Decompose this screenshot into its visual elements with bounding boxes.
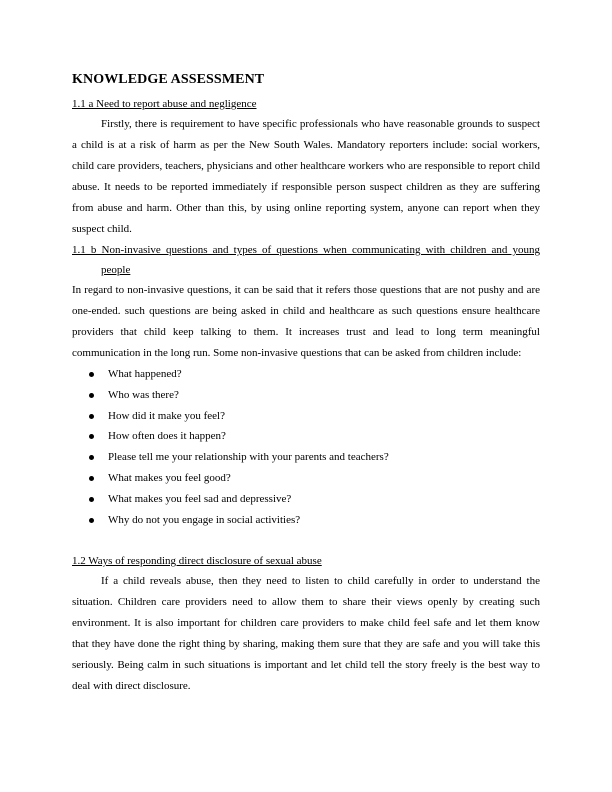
bullet-icon <box>89 414 94 419</box>
bullet-icon <box>89 476 94 481</box>
list-item <box>72 406 540 427</box>
section-1-2-paragraph: If a child reveals abuse, then they need to listen to child carefully in order to understand the situation. Children care providers need to allow them to share their views openly by creating such environment. It is also important for children care providers to make child feel safe and let them know that they have done the right thing by sharing, making them sure that they are safe and you will take this seriously. Being calm in such situations is important and let child tell the story freely is the best way to deal with direct disclosure. <box>72 575 540 693</box>
question-list <box>72 364 540 530</box>
question-text: What makes you feel sad and depressive? <box>108 492 292 505</box>
question-text: How did it make you feel? <box>108 409 225 422</box>
bullet-icon <box>89 372 94 377</box>
question-text: Please tell me your relationship with your parents and teachers? <box>108 451 389 464</box>
list-item <box>72 385 540 406</box>
section-1-1b-heading: 1.1 b Non-invasive questions and types of questions when communicating with children and young people <box>72 244 540 276</box>
section-spacer <box>72 530 540 551</box>
list-item <box>72 489 540 510</box>
bullet-icon <box>89 434 94 439</box>
section-1-1a-paragraph: Firstly, there is requirement to have specific professionals who have reasonable grounds to suspect a child is at a risk of harm as per the New South Wales. Mandatory reporters include: social workers, child care providers, teachers, physicians and other healthcare workers who are responsible to report child abuse. It needs to be reported immediately if responsible person suspect children as they are suffering from abuse and harm. Other than this, by using online reporting system, anyone can report when they suspect child. <box>72 118 540 235</box>
bullet-icon <box>89 518 94 523</box>
bullet-icon <box>89 455 94 460</box>
bullet-icon <box>89 497 94 502</box>
page-title: KNOWLEDGE ASSESSMENT <box>72 72 265 87</box>
list-item <box>72 468 540 489</box>
list-item <box>72 364 540 385</box>
question-text: What happened? <box>108 368 182 380</box>
bullet-icon <box>89 393 94 398</box>
document-page <box>72 70 540 697</box>
question-text: Who was there? <box>108 388 179 401</box>
list-item <box>72 510 540 531</box>
list-item <box>72 426 540 447</box>
section-1-2-heading: 1.2 Ways of responding direct disclosure of sexual abuse <box>72 555 322 568</box>
list-item <box>72 447 540 468</box>
question-text: How often does it happen? <box>108 430 226 443</box>
question-text: What makes you feel good? <box>108 471 231 484</box>
section-1-1a-heading: 1.1 a Need to report abuse and negligence <box>72 98 257 110</box>
section-1-1b-paragraph: In regard to non-invasive questions, it can be said that it refers those questions that are not pushy and are one-ended. such questions are being asked in child and healthcare as such questions ensure healthcare providers that child keep talking to them. It increases trust and lead to long term meaningful communication in the long run. Some non-invasive questions that can be asked from children include: <box>72 284 540 359</box>
question-text: Why do not you engage in social activities? <box>108 513 301 526</box>
